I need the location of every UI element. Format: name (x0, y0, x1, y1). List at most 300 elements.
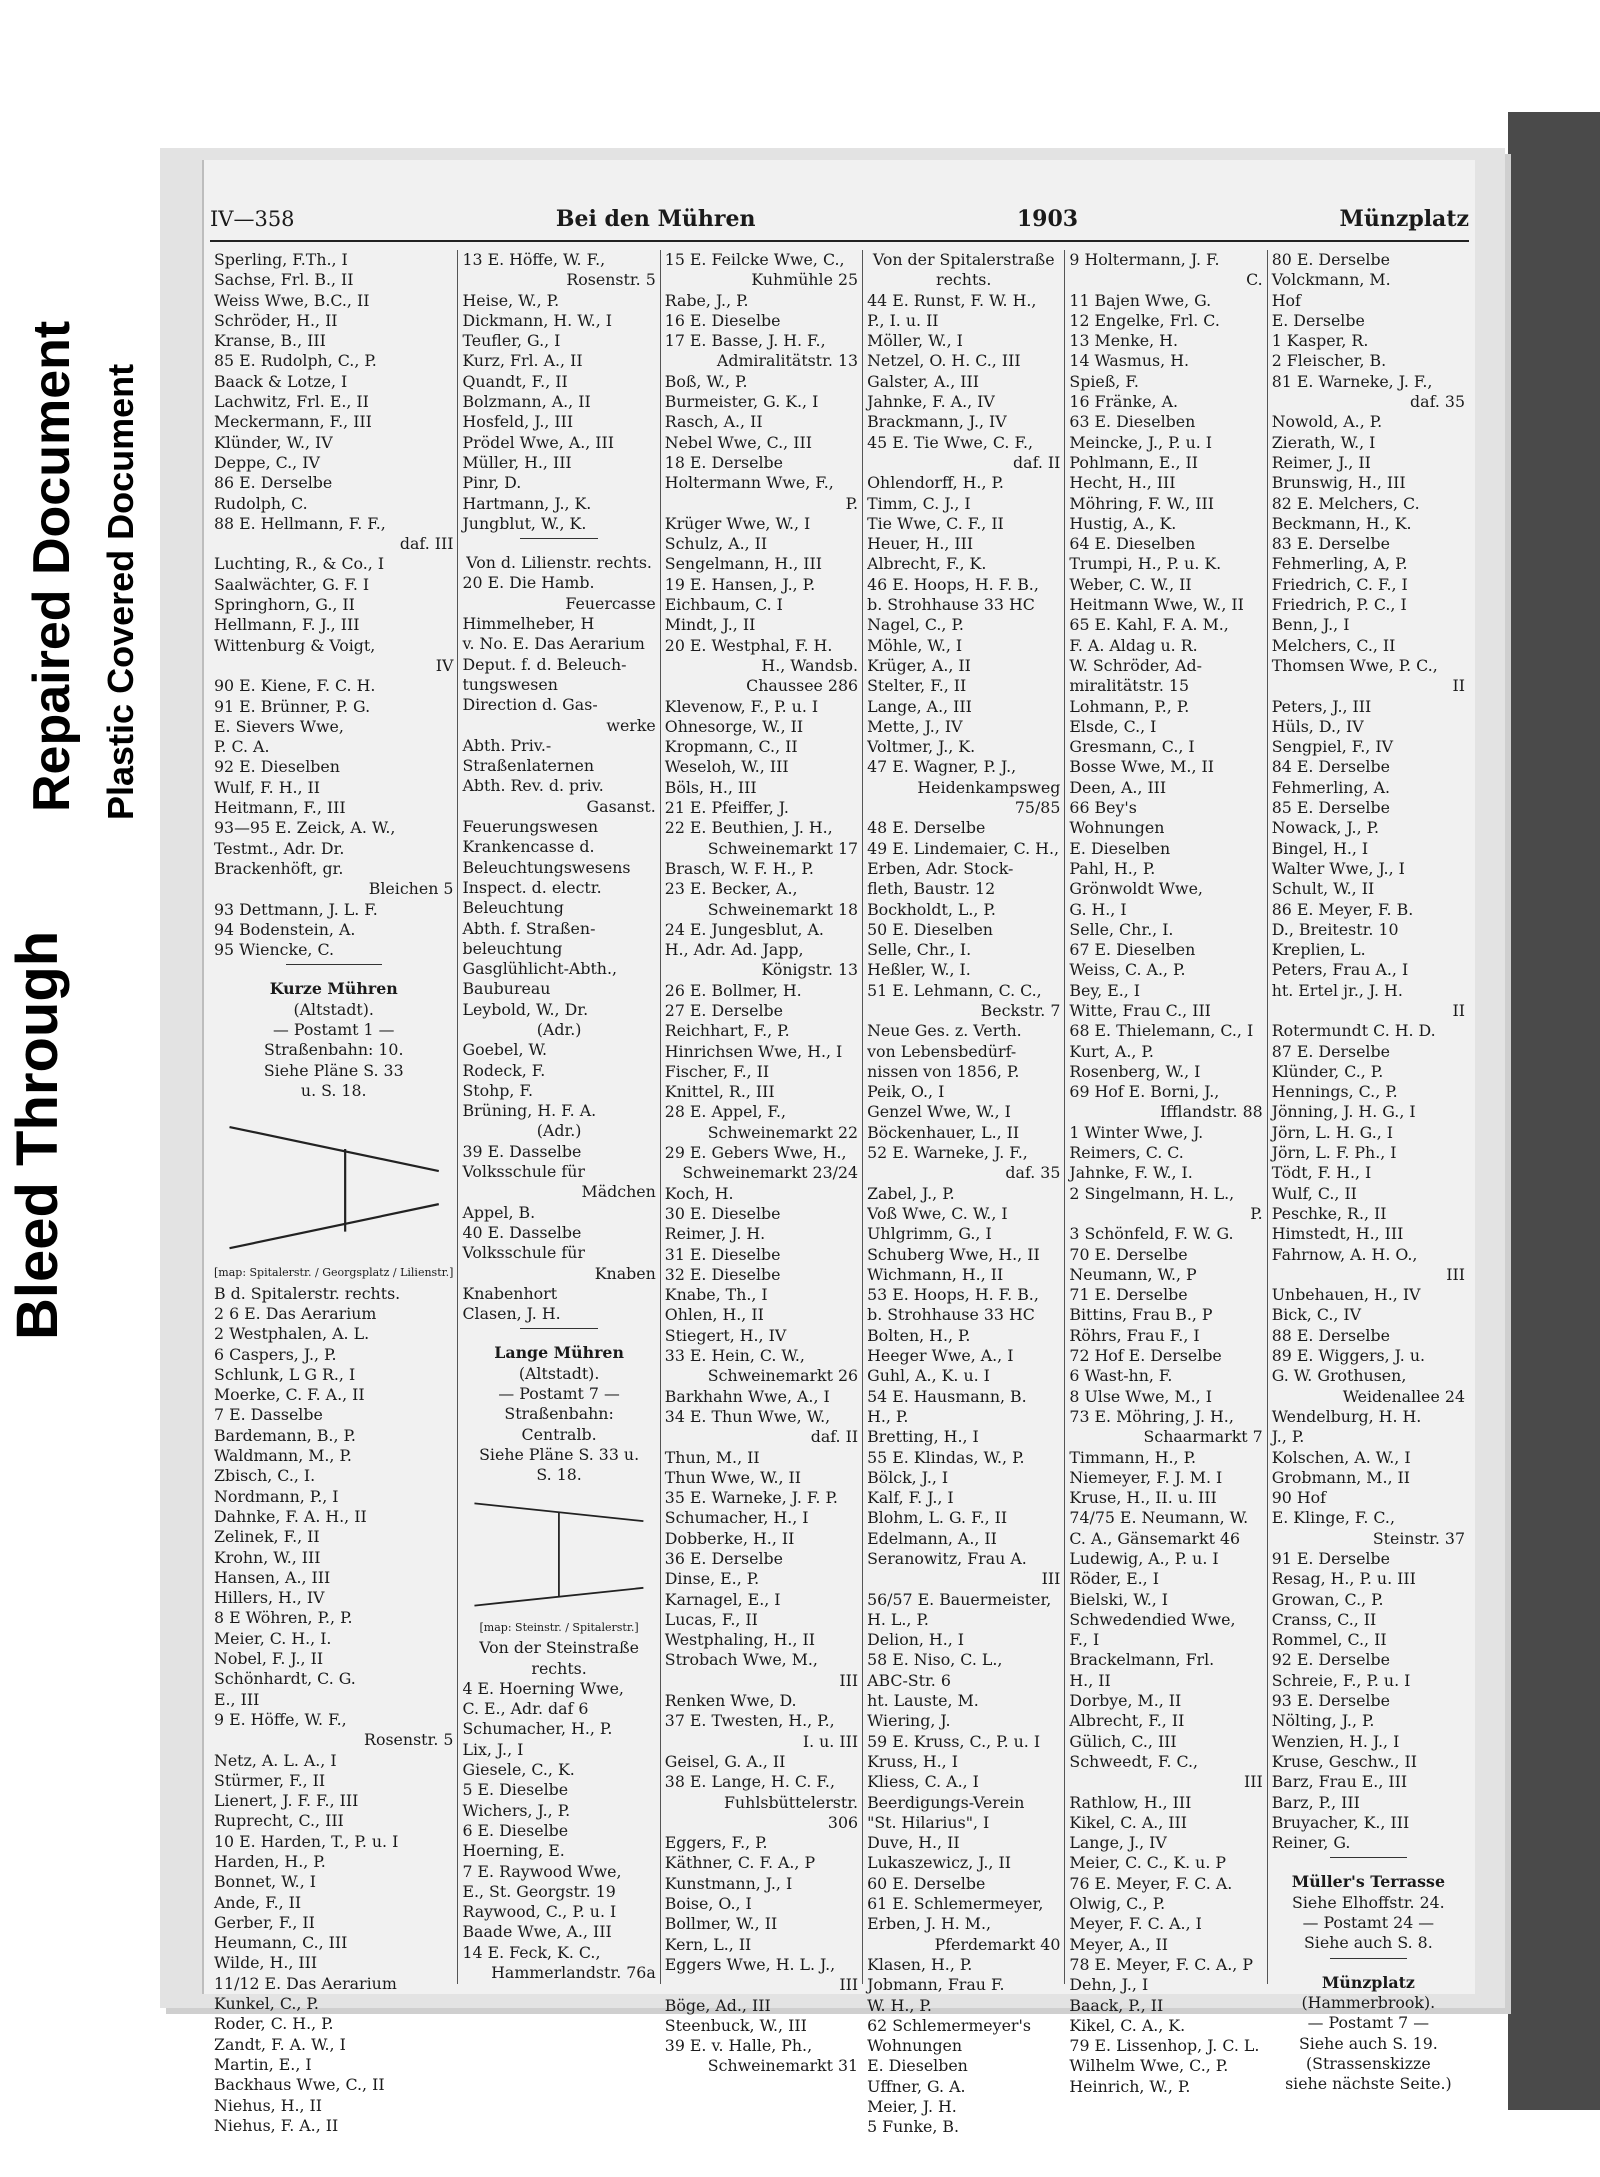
directory-entry: 18 E. Derselbe (664, 452, 783, 472)
directory-entry: Westphaling, H., II (664, 1630, 815, 1650)
directory-entry: Möhring, F. W., III (1069, 493, 1214, 513)
directory-entry: Nebel Wwe, C., III (664, 432, 812, 452)
directory-entry: 6 E. Dieselbe (462, 1820, 569, 1840)
directory-entry: 47 E. Wagner, P. J., (867, 757, 1017, 777)
directory-entry: 8 Ulse Wwe, M., I (1069, 1386, 1212, 1406)
directory-entry: Lange, J., IV (1069, 1833, 1167, 1853)
directory-entry: Kruse, H., II. u. III (1069, 1488, 1217, 1508)
directory-entry: Rosenberg, W., I (1069, 1061, 1201, 1081)
directory-entry: 68 E. Thielemann, C., I (1069, 1021, 1254, 1041)
directory-entry: G. H., I (1069, 899, 1127, 919)
directory-entry: Meyer, A., II (1069, 1934, 1168, 1954)
directory-entry: Beckmann, H., K. (1271, 513, 1412, 533)
directory-entry: Elsde, C., I (1069, 716, 1157, 736)
directory-entry: 46 E. Hoops, H. F. B., (867, 574, 1039, 594)
directory-entry: Chaussee 286 (746, 676, 859, 696)
directory-entry: Rotermundt C. H. D. (1271, 1021, 1436, 1041)
column-1 (210, 250, 458, 2135)
directory-entry: E. Klinge, F. C., (1271, 1508, 1395, 1528)
directory-entry: Backhaus Wwe, C., II (214, 2075, 385, 2095)
directory-entry: Volckmann, M. (1271, 270, 1391, 290)
directory-entry: Grobmann, M., II (1271, 1467, 1411, 1487)
directory-entry: Resag, H., P. u. III (1271, 1569, 1416, 1589)
directory-entry: Böge, Ad., III (664, 1995, 771, 2015)
directory-entry: b. Strohhause 33 HC (867, 1305, 1035, 1325)
directory-entry: 1 Winter Wwe, J. (1069, 1122, 1204, 1142)
directory-entry: Deppe, C., IV (214, 452, 320, 472)
directory-entry: Spieß, F. (1069, 371, 1139, 391)
column-4 (863, 250, 1065, 2137)
directory-entry: Niehus, H., II (214, 2095, 323, 2115)
directory-entry: Böls, H., III (664, 777, 757, 797)
directory-entry: Wulf, C., II (1271, 1183, 1357, 1203)
repaired-document-label: Repaired Document (23, 320, 81, 812)
directory-entry: Knabenhort (462, 1283, 558, 1303)
directory-entry: Lachwitz, Frl. E., II (214, 392, 369, 412)
directory-entry: Boise, O., I (664, 1894, 752, 1914)
directory-entry: Walter Wwe, J., I (1271, 858, 1405, 878)
directory-entry: Renken Wwe, D. (664, 1691, 797, 1711)
directory-entry: Deen, A., III (1069, 777, 1167, 797)
directory-entry: Sachse, Frl. B., II (214, 270, 354, 290)
column-2 (458, 250, 660, 1984)
directory-entry: 9 E. Höffe, W. F., (214, 1709, 347, 1729)
directory-entry: Inspect. d. electr. (462, 877, 602, 897)
directory-entry: Moerke, C. F. A., II (214, 1385, 365, 1405)
directory-entry: Reimer, J. H. (664, 1224, 766, 1244)
directory-entry: Jobmann, Frau F. (867, 1975, 1005, 1995)
directory-entry: fleth, Baustr. 12 (867, 879, 996, 899)
directory-entry: Timmann, H., P. (1069, 1447, 1197, 1467)
directory-entry: Mädchen (581, 1182, 656, 1202)
directory-entry: Weber, C. W., II (1069, 574, 1192, 594)
directory-entry: Müller's Terrasse (1291, 1872, 1445, 1892)
directory-entry: Brasch, W. F. H., P. (664, 858, 814, 878)
directory-entry: 73 E. Möhring, J. H., (1069, 1406, 1234, 1426)
directory-entry: Jahnke, F. A., IV (867, 392, 995, 412)
directory-entry: 20 E. Westphal, F. H. (664, 635, 833, 655)
directory-entry: Beleuchtungswesens (462, 857, 631, 877)
directory-entry: 85 E. Rudolph, C., P. (214, 351, 377, 371)
directory-entry: Hüls, D., IV (1271, 716, 1364, 736)
directory-entry: III (1446, 1264, 1466, 1284)
directory-entry: Cranss, C., II (1271, 1609, 1377, 1629)
directory-entry: Peschke, R., II (1271, 1203, 1387, 1223)
directory-entry: Seranowitz, Frau A. (867, 1549, 1027, 1568)
directory-entry: Schweedt, F. C., (1069, 1751, 1199, 1771)
directory-entry: Waldmann, M., P. (214, 1446, 352, 1466)
directory-entry: Tie Wwe, C. F., II (867, 513, 1004, 533)
directory-entry: 56/57 E. Bauermeister, (867, 1589, 1052, 1609)
directory-entry: 13 Menke, H. (1069, 331, 1178, 351)
separator (520, 538, 597, 549)
directory-entry: Roder, C. H., P. (214, 2014, 334, 2034)
separator (520, 1328, 597, 1339)
directory-entry: H., P. (867, 1406, 909, 1426)
directory-entry: Wulf, F. H., II (214, 777, 321, 797)
directory-entry: 16 Fränke, A. (1069, 392, 1179, 412)
directory-entry: Möller, W., I (867, 331, 963, 351)
directory-entry: Klevenow, F., P. u. I (664, 696, 819, 716)
directory-entry: Melchers, C., II (1271, 635, 1396, 655)
directory-entry: Fischer, F., II (664, 1061, 770, 1081)
directory-entry: II (1452, 1000, 1466, 1020)
directory-entry: 17 E. Basse, J. H. F., (664, 331, 826, 351)
directory-entry: Bleichen 5 (368, 879, 454, 899)
directory-entry: 53 E. Hoops, H. F. B., (867, 1285, 1039, 1305)
directory-entry: Reiner, G. (1271, 1833, 1351, 1853)
directory-entry: Heßler, W., I. (867, 960, 971, 980)
directory-entry: daf. 35 (1005, 1163, 1061, 1183)
directory-entry: 1 Kasper, R. (1271, 331, 1369, 351)
directory-entry: 94 Bodenstein, A. (214, 919, 356, 939)
directory-entry: Brackmann, J., IV (867, 412, 1007, 432)
directory-entry: Rodeck, F. (462, 1060, 546, 1080)
directory-entry: Schulz, A., II (664, 534, 768, 554)
directory-entry: Guhl, A., K. u. I (867, 1366, 990, 1386)
directory-entry: Kikel, C. A., K. (1069, 2015, 1186, 2035)
directory-entry: 6 Wast-hn, F. (1069, 1366, 1173, 1386)
page-header (210, 206, 1469, 236)
directory-entry: 85 E. Derselbe (1271, 798, 1390, 818)
directory-entry: Ohlen, H., II (664, 1305, 764, 1325)
directory-entry: C. A., Gänsemarkt 46 (1069, 1528, 1241, 1548)
column-5 (1065, 250, 1267, 2096)
directory-entry: 88 E. Hellmann, F. F., (214, 513, 386, 533)
directory-entry: Wichers, J., P. (462, 1800, 571, 1820)
directory-entry: II (1452, 676, 1466, 696)
directory-entry: Gerber, F., II (214, 1912, 315, 1932)
directory-entry: 23 E. Becker, A., (664, 879, 798, 899)
directory-entry: Kruse, Geschw., II (1271, 1751, 1418, 1771)
directory-entry: Steenbuck, W., III (664, 2015, 807, 2035)
directory-entry: 11/12 E. Das Aerarium (214, 1973, 397, 1993)
directory-entry: Schumacher, H., I (664, 1508, 809, 1528)
directory-entry: Genzel Wwe, W., I (867, 1102, 1011, 1122)
directory-entry: Ludewig, A., P. u. I (1069, 1549, 1219, 1568)
directory-entry: Rosenstr. 5 (364, 1730, 454, 1750)
directory-entry: von Lebensbedürf- (867, 1041, 1017, 1061)
directory-entry: Weidenallee 24 (1342, 1386, 1466, 1406)
directory-entry: Schweinemarkt 22 (707, 1122, 859, 1142)
directory-entry: Schweinemarkt 26 (707, 1366, 859, 1386)
scanner-edge (1508, 112, 1600, 2110)
directory-entry: Kranse, B., III (214, 331, 326, 351)
directory-entry: Fahrnow, A. H. O., (1271, 1244, 1418, 1264)
directory-entry: Röhrs, Frau F., I (1069, 1325, 1200, 1345)
directory-entry: 2 Westphalen, A. L. (214, 1324, 370, 1344)
directory-entry: Lange, A., III (867, 696, 972, 716)
directory-entry: Jahnke, F. W., I. (1069, 1163, 1193, 1183)
directory-entry: Meyer, F. C. A., I (1069, 1914, 1202, 1934)
directory-entry: Siehe Pläne S. 33 u. (479, 1444, 640, 1464)
directory-entry: B d. Spitalerstr. rechts. (214, 1283, 401, 1303)
directory-entry: Möhle, W., I (867, 635, 963, 655)
directory-entry: III (839, 1975, 859, 1995)
directory-entry: Hennings, C., P. (1271, 1082, 1398, 1102)
directory-entry: P. (845, 493, 859, 513)
directory-entry: Rasch, A., II (664, 412, 763, 432)
directory-entry: E. Dieselben (867, 2056, 968, 2076)
square-title: Münzplatz (1339, 206, 1469, 232)
directory-entry: Blohm, L. G. F., II (867, 1508, 1008, 1528)
directory-entry: Rosenstr. 5 (566, 270, 656, 290)
directory-entry: E., St. Georgstr. 19 (462, 1881, 616, 1901)
directory-entry: Siehe auch S. 19. (1298, 2033, 1438, 2053)
directory-entry: Kurze Mühren (269, 979, 398, 999)
directory-entry: Kikel, C. A., III (1069, 1812, 1188, 1832)
directory-entry: Pahl, H., P. (1069, 858, 1156, 878)
directory-entry: Wenzien, H. J., I (1271, 1731, 1400, 1751)
directory-entry: Duve, H., II (867, 1833, 960, 1853)
directory-entry: Meincke, J., P. u. I (1069, 432, 1213, 452)
directory-entry: Hustig, A., K. (1069, 513, 1177, 533)
directory-entry: Siehe Elhoffstr. 24. (1292, 1892, 1445, 1912)
directory-entry: daf. II (1013, 452, 1061, 472)
directory-entry: Nölting, J., P. (1271, 1711, 1375, 1731)
directory-entry: 88 E. Derselbe (1271, 1325, 1390, 1345)
directory-entry: b. Strohhause 33 HC (867, 595, 1035, 615)
directory-entry: Eggers, F., P. (664, 1833, 768, 1853)
directory-entry: Böckenhauer, L., II (867, 1122, 1020, 1142)
directory-entry: 89 E. Wiggers, J. u. (1271, 1346, 1426, 1366)
directory-entry: 2 Singelmann, H. L., (1069, 1183, 1235, 1203)
directory-entry: Weiss Wwe, B.C., II (214, 290, 370, 310)
directory-entry: "St. Hilarius", I (867, 1812, 990, 1832)
directory-entry: Pohlmann, E., II (1069, 452, 1198, 472)
directory-entry: 66 Bey's (1069, 798, 1137, 818)
directory-entry: Dahnke, F. A. H., II (214, 1506, 367, 1526)
directory-entry: Himstedt, H., III (1271, 1224, 1404, 1244)
directory-entry: Benn, J., I (1271, 615, 1350, 635)
directory-entry: Erben, J. H. M., (867, 1914, 992, 1934)
directory-entry: III (839, 1670, 859, 1690)
directory-entry: Hof (1271, 290, 1301, 310)
directory-entry: 7 E. Dasselbe (214, 1405, 323, 1425)
directory-entry: Schweinemarkt 17 (707, 838, 859, 858)
directory-entry: Zelinek, F., II (214, 1527, 320, 1547)
header-rule (210, 240, 1469, 242)
directory-entry: 27 E. Derselbe (664, 1000, 783, 1020)
directory-entry: 26 E. Bollmer, H. (664, 980, 802, 1000)
directory-entry: Friedrich, P. C., I (1271, 595, 1407, 615)
directory-entry: Wichmann, H., II (867, 1264, 1004, 1284)
directory-entry: Siehe Pläne S. 33 (263, 1060, 404, 1080)
directory-entry: 60 E. Derselbe (867, 1873, 986, 1893)
directory-entry: Klünder, W., IV (214, 432, 333, 452)
page-body (202, 160, 1475, 2137)
directory-entry: 36 E. Derselbe (664, 1549, 783, 1568)
directory-entry: Luchting, R., & Co., I (214, 554, 385, 574)
directory-entry: Zbisch, C., I. (214, 1466, 316, 1486)
directory-entry: Heumann, C., III (214, 1933, 348, 1953)
directory-entry: Straßenbahn: (504, 1404, 614, 1424)
directory-entry: Delion, H., I (867, 1630, 965, 1650)
directory-entry: Heitmann, F., III (214, 798, 346, 818)
directory-entry: Strobach Wwe, M., (664, 1650, 818, 1670)
directory-entry: Volksschule für (462, 1162, 585, 1182)
directory-entry: Voltmer, J., K. (867, 737, 976, 757)
directory-entry: Clasen, J. H. (462, 1304, 561, 1324)
directory-entry: Ande, F., II (214, 1892, 302, 1912)
directory-entry: Brüning, H. F. A. (462, 1101, 597, 1121)
directory-entry: Kurz, Frl. A., II (462, 351, 583, 371)
directory-entry: Heidenkampsweg (917, 777, 1061, 797)
directory-entry: D., Breitestr. 10 (1271, 919, 1399, 939)
separator (286, 964, 382, 975)
directory-entry: Hecht, H., III (1069, 473, 1176, 493)
directory-entry: Brackelmann, Frl. (1069, 1650, 1215, 1670)
directory-entry: 52 E. Warneke, J. F., (867, 1143, 1028, 1163)
directory-entry: Lix, J., I (462, 1739, 524, 1759)
directory-entry: Eichbaum, C. I (664, 595, 783, 615)
directory-entry: Klünder, C., P. (1271, 1061, 1384, 1081)
directory-entry: IV (435, 655, 454, 675)
directory-entry: Holtermann Wwe, F., (664, 473, 834, 493)
directory-entry: Knabe, Th., I (664, 1285, 768, 1305)
directory-entry: 40 E. Dasselbe (462, 1222, 582, 1242)
directory-entry: Bölck, J., I (867, 1467, 949, 1487)
directory-entry: 58 E. Niso, C. L., (867, 1650, 1003, 1670)
directory-entry: 71 E. Derselbe (1069, 1285, 1188, 1305)
directory-entry: Albrecht, F., K. (867, 554, 987, 574)
directory-entry: Martin, E., I (214, 2054, 312, 2074)
directory-entry: Centralb. (521, 1424, 597, 1444)
directory-entry: P. C. A. (214, 737, 270, 757)
directory-entry: 2 Fleischer, B. (1271, 351, 1387, 371)
directory-entry: Meckermann, F., III (214, 412, 372, 432)
directory-entry: 30 E. Dieselbe (664, 1203, 781, 1223)
directory-entry: Neue Ges. z. Verth. (867, 1021, 1022, 1041)
directory-entry: 63 E. Dieselben (1069, 412, 1196, 432)
directory-entry: Netzel, O. H. C., III (867, 351, 1021, 371)
directory-entry: J., P. (1271, 1427, 1305, 1447)
directory-entry: 19 E. Hansen, J., P. (664, 574, 816, 594)
directory-entry: Käthner, C. F. A., P (664, 1853, 816, 1873)
directory-entry: Ohlendorff, H., P. (867, 473, 1004, 493)
directory-entry: — Postamt 1 — (273, 1019, 395, 1039)
directory-entry: 83 E. Derselbe (1271, 534, 1390, 554)
directory-entry: Zabel, J., P. (867, 1183, 955, 1203)
directory-entry: (Altstadt). (293, 999, 374, 1019)
directory-entry: Selle, Chr., I. (867, 940, 972, 960)
directory-entry: C. E., Adr. daf 6 (462, 1699, 589, 1719)
directory-entry: 38 E. Lange, H. C. F., (664, 1772, 835, 1792)
directory-entry: Edelmann, A., II (867, 1528, 997, 1548)
directory-entry: Raywood, C., P. u. I (462, 1902, 617, 1922)
directory-entry: 21 E. Pfeiffer, J. (664, 798, 789, 818)
directory-entry: 50 E. Dieselben (867, 919, 993, 939)
directory-entry: Meier, C. C., K. u. P (1069, 1853, 1227, 1873)
directory-entry: Voß Wwe, C. W., I (867, 1203, 1008, 1223)
directory-entry: Beleuchtung (462, 898, 564, 918)
directory-entry: P. (1250, 1203, 1263, 1223)
directory-entry: (Hammerbrook). (1301, 1992, 1436, 2012)
directory-entry: Springhorn, G., II (214, 595, 355, 615)
directory-entry: ABC-Str. 6 (867, 1670, 951, 1690)
directory-entry: Feuerungswesen (462, 817, 599, 837)
directory-entry: Tödt, F. H., I (1271, 1163, 1372, 1183)
directory-entry: 54 E. Hausmann, B. (867, 1386, 1027, 1406)
directory-entry: Baade Wwe, A., III (462, 1922, 612, 1942)
directory-entry: 49 E. Lindemaier, C. H., (867, 838, 1059, 858)
directory-entry: Bollmer, W., II (664, 1914, 778, 1934)
directory-entry: Bruyacher, K., III (1271, 1812, 1410, 1832)
directory-entry: Bolzmann, A., II (462, 392, 591, 412)
directory-entry: Peters, J., III (1271, 696, 1372, 716)
directory-entry: Witte, Frau C., III (1069, 1000, 1211, 1020)
directory-entry: Karnagel, E., I (664, 1589, 781, 1609)
directory-entry: 39 E. Dasselbe (462, 1141, 582, 1161)
directory-entry: 91 E. Derselbe (1271, 1549, 1390, 1568)
directory-entry: Bockholdt, L., P. (867, 899, 996, 919)
directory-entry: Hammerlandstr. 76a (491, 1963, 656, 1983)
directory-entry: 93 E. Derselbe (1271, 1691, 1390, 1711)
directory-entry: siehe nächste Seite.) (1285, 2074, 1452, 2094)
directory-entry: Nowold, A., P. (1271, 412, 1383, 432)
directory-entry: Bretting, H., I (867, 1427, 979, 1447)
directory-entry: 59 E. Kruss, C., P. u. I (867, 1731, 1041, 1751)
directory-entry: Direction d. Gas- (462, 695, 598, 715)
directory-entry: Gasglühlicht-Abth., (462, 959, 618, 979)
directory-entry: Thomsen Wwe, P. C., (1271, 655, 1438, 675)
directory-entry: 34 E. Thun Wwe, W., (664, 1406, 831, 1426)
directory-entry: Gülich, C., III (1069, 1731, 1177, 1751)
directory-entry: Bonnet, W., I (214, 1872, 316, 1892)
directory-entry: Baack, P., II (1069, 1995, 1164, 2015)
directory-entry: — Postamt 7 — (498, 1384, 620, 1404)
directory-entry: Heeger Wwe, A., I (867, 1346, 1014, 1366)
directory-entry: 87 E. Derselbe (1271, 1041, 1390, 1061)
directory-entry: E. Sievers Wwe, (214, 716, 344, 736)
directory-entry: ht. Lauste, M. (867, 1691, 979, 1711)
directory-entry: Stohp, F. (462, 1080, 533, 1100)
directory-entry: 75/85 (1014, 798, 1061, 818)
directory-entry: 8 E Wöhren, P., P. (214, 1608, 353, 1628)
directory-entry: Selle, Chr., I. (1069, 919, 1174, 939)
directory-entry: Von d. Lilienstr. rechts. (466, 553, 652, 573)
street-title: Bei den Mühren (555, 206, 756, 232)
directory-entry: Nobel, F. J., II (214, 1649, 324, 1669)
directory-entry: Saalwächter, G. F. I (214, 574, 370, 594)
directory-entry: 6 Caspers, J., P. (214, 1344, 337, 1364)
directory-entry: 15 E. Feilcke Wwe, C., (664, 250, 845, 269)
directory-entry: 39 E. v. Halle, Ph., (664, 2036, 813, 2056)
directory-entry: 67 E. Dieselben (1069, 940, 1196, 960)
directory-entry: 62 Schlemermeyer's (867, 2015, 1031, 2035)
directory-entry: Schweinemarkt 23/24 (682, 1163, 859, 1183)
directory-entry: 93 Dettmann, J. L. F. (214, 899, 378, 919)
directory-entry: daf. III (399, 534, 454, 554)
directory-entry: 90 E. Kiene, F. C. H. (214, 676, 376, 696)
directory-entry: Reichhart, F., P. (664, 1021, 790, 1041)
directory-entry: Neumann, W., P (1069, 1264, 1197, 1284)
directory-entry: 20 E. Die Hamb. (462, 573, 595, 593)
directory-entry: Lohmann, P., P. (1069, 696, 1190, 716)
directory-entry: Fuhlsbüttelerstr. (724, 1792, 859, 1812)
directory-entry: Netz, A. L. A., I (214, 1750, 337, 1770)
street-sketch-map (470, 1490, 648, 1614)
directory-entry: E. Derselbe (1271, 310, 1365, 330)
directory-entry: Niemeyer, F. J. M. I (1069, 1467, 1223, 1487)
directory-entry: 16 E. Dieselbe (664, 310, 781, 330)
directory-entry: werke (606, 715, 656, 735)
directory-entry: 4 E. Hoerning Wwe, (462, 1678, 624, 1698)
directory-entry: Kern, L., II (664, 1934, 752, 1954)
directory-entry: 13 E. Höffe, W. F., (462, 250, 606, 269)
directory-entry: Bardemann, B., P. (214, 1425, 356, 1445)
directory-entry: Ruprecht, C., III (214, 1811, 344, 1831)
